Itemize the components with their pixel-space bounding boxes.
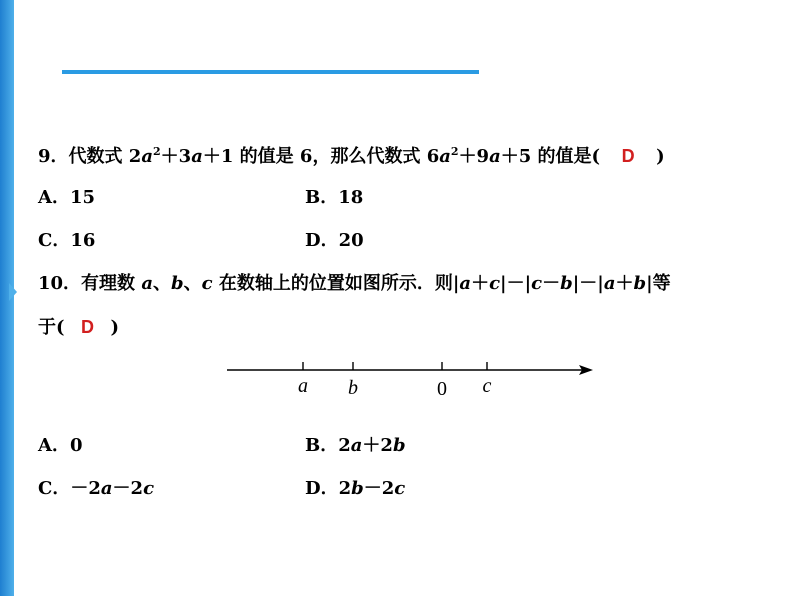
q10-text: ＋ bbox=[615, 273, 634, 294]
q9-text: ＋5 的值是( bbox=[500, 146, 601, 167]
q9-answer: D bbox=[621, 146, 635, 166]
question-10-stem-line1 bbox=[38, 273, 671, 295]
var-a: a bbox=[191, 146, 203, 167]
option-text: C．－2 bbox=[38, 478, 101, 499]
q9-text: ) bbox=[656, 146, 665, 167]
q10-text: |等 bbox=[646, 273, 671, 294]
option-text: －2 bbox=[112, 478, 144, 499]
q9-text: 9．代数式 2 bbox=[38, 146, 142, 167]
q10-answer: D bbox=[81, 317, 95, 337]
q10-text: － bbox=[542, 273, 561, 294]
q9-text: ＋1 的值是 6，那么代数式 6 bbox=[202, 146, 440, 167]
label-c: c bbox=[482, 375, 492, 397]
q10-text: 、 bbox=[183, 273, 202, 294]
var-a: a bbox=[603, 273, 616, 294]
var-b: b bbox=[171, 273, 184, 294]
option-text: B．2 bbox=[305, 435, 351, 456]
q10-option-c bbox=[38, 478, 154, 500]
var-c: c bbox=[201, 273, 213, 294]
q10-text: 10．有理数 bbox=[38, 273, 142, 294]
q10-text: ) bbox=[110, 317, 120, 338]
q10-option-b bbox=[305, 435, 406, 457]
option-text: D．2 bbox=[305, 478, 352, 499]
var-c: c bbox=[531, 273, 543, 294]
number-line-figure bbox=[225, 352, 605, 402]
q9-text: ＋9 bbox=[458, 146, 490, 167]
var-c: c bbox=[489, 273, 501, 294]
label-b: b bbox=[348, 377, 358, 399]
var-a: a bbox=[350, 435, 363, 456]
exponent: 2 bbox=[153, 145, 161, 158]
var-a: a bbox=[100, 478, 113, 499]
var-a: a bbox=[439, 146, 451, 167]
q10-text: ＋ bbox=[471, 273, 490, 294]
question-9-stem bbox=[38, 145, 665, 168]
q9-option-d: D．20 bbox=[305, 230, 364, 251]
var-b: b bbox=[560, 273, 573, 294]
label-a: a bbox=[298, 375, 308, 397]
var-a: a bbox=[459, 273, 472, 294]
q10-text: 、 bbox=[153, 273, 171, 294]
var-b: b bbox=[392, 435, 406, 456]
var-b: b bbox=[633, 273, 647, 294]
q10-option-d bbox=[305, 478, 405, 500]
q9-option-c: C．16 bbox=[38, 230, 96, 251]
option-text: －2 bbox=[363, 478, 395, 499]
q9-text: ＋3 bbox=[160, 146, 192, 167]
title-underline bbox=[62, 70, 479, 74]
left-bar-notch bbox=[9, 283, 17, 301]
var-a: a bbox=[489, 146, 501, 167]
label-0: 0 bbox=[437, 378, 447, 400]
q10-text: |－| bbox=[500, 273, 532, 294]
q9-option-a: A．15 bbox=[38, 187, 96, 208]
q10-text: 在数轴上的位置如图所示．则| bbox=[212, 273, 460, 294]
var-c: c bbox=[394, 478, 406, 499]
var-c: c bbox=[143, 478, 155, 499]
exponent: 2 bbox=[450, 145, 459, 158]
q9-option-b: B．18 bbox=[305, 187, 364, 208]
var-a: a bbox=[141, 273, 153, 294]
question-10-stem-line2 bbox=[38, 316, 119, 339]
var-a: a bbox=[141, 146, 153, 167]
q10-text: |－| bbox=[572, 273, 604, 294]
var-b: b bbox=[351, 478, 364, 499]
option-text: ＋2 bbox=[362, 435, 393, 456]
q10-text: 于( bbox=[38, 317, 65, 338]
q10-option-a: A．0 bbox=[38, 435, 83, 456]
